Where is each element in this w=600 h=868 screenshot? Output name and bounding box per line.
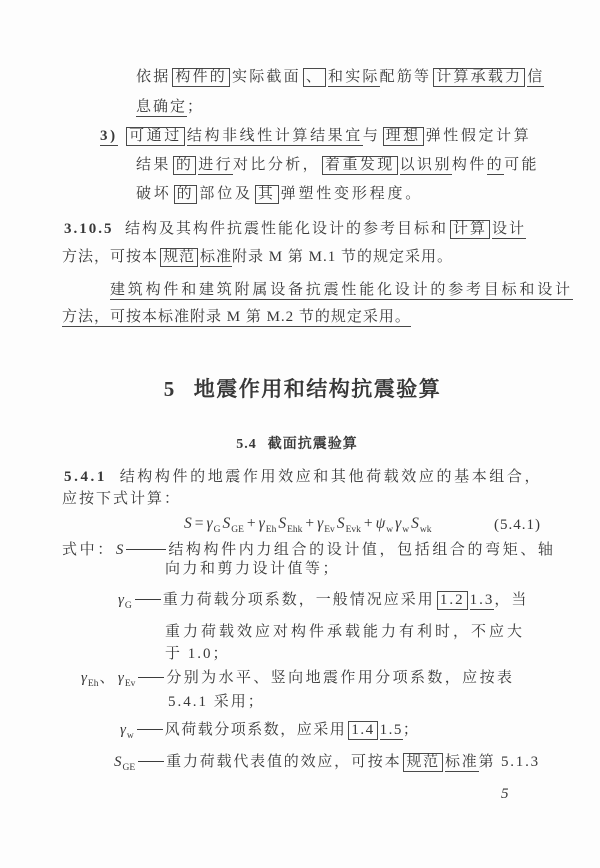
clause-3-10-5-line-2: 方法，可按本 规范 标准附录 M 第 M.1 节的规定采用。	[62, 249, 453, 265]
amendment-item3-line-3: 破坏 的 部位及 其 弹塑性变形程度。	[136, 186, 424, 202]
symbol-gamma-g-definition-line-1: $\gamma_G$ 重力荷载分项系数，一般情况应采用 1.2 1.3，当	[118, 592, 529, 611]
formula-5-4-1: $S = \gamma_G$ $S_{GE} + \gamma_{Eh}$ $S_{Ehk} + \gamma_{Ev}$ $S_{Evk} + \psi_w$ $\gamma_w$ $S_{wk}$	[184, 515, 432, 535]
symbol-s-ge-definition: $S_{GE}$ 重力荷载代表值的效应，可按本 规范 标准第 5.1.3	[114, 754, 540, 773]
chapter-5-title: 5 地震作用和结构抗震验算	[163, 377, 442, 401]
amendment-item3-line-1: 3) 可通过 结构非线性计算结果宜与 理想 弹性假定计算	[100, 128, 532, 144]
symbol-gamma-g-definition-line-3: 于 1.0；	[165, 646, 230, 662]
clause-5-4-1-line-1: 5.4.1 结构构件的地震作用效应和其他荷载效应的基本组合，	[64, 469, 543, 485]
clause-3-10-5-line-3: 建筑构件和建筑附属设备抗震性能化设计的参考目标和设计	[110, 282, 573, 298]
page-number: 5	[501, 786, 509, 802]
clause-3-10-5-line-1: 3.10.5 结构及其构件抗震性能化设计的参考目标和 计算 设计	[64, 221, 527, 237]
symbol-gamma-w-definition: $\gamma_w$ 风荷载分项系数，应采用 1.4 1.5；	[120, 722, 420, 741]
symbol-s-definition-line-2: 向力和剪力设计值等；	[165, 561, 341, 577]
clause-5-4-1-line-2: 应按下式计算：	[62, 491, 182, 507]
section-5-4-title: 5.4 截面抗震验算	[236, 437, 358, 452]
clause-3-10-5-line-4: 方法，可按本标准附录 M 第 M.2 节的规定采用。	[62, 309, 411, 325]
symbol-gamma-g-definition-line-2: 重力荷载效应对构件承载能力有利时，不应大	[165, 624, 526, 640]
symbol-gamma-eh-ev-definition-line-2: 5.4.1 采用；	[168, 694, 265, 710]
symbol-s-definition-line-1: 式中：S 结构构件内力组合的设计值，包括组合的弯矩、轴	[62, 542, 556, 558]
formula-number: (5.4.1)	[494, 517, 541, 533]
symbol-gamma-eh-ev-definition-line-1: $\gamma_{Eh}$、$\gamma_{Ev}$ 分别为水平、竖向地震作用分项系数，应按表	[81, 670, 515, 689]
amendment-item3-line-2: 结果 的 进行对比分析， 着重发现 以识别构件的可能	[136, 157, 539, 173]
amendment-item2-line-1: 依据 构件的 实际截面 、 和实际配筋等 计算承载力 信	[136, 69, 545, 85]
amendment-item2-line-2: 息确定；	[136, 99, 205, 115]
